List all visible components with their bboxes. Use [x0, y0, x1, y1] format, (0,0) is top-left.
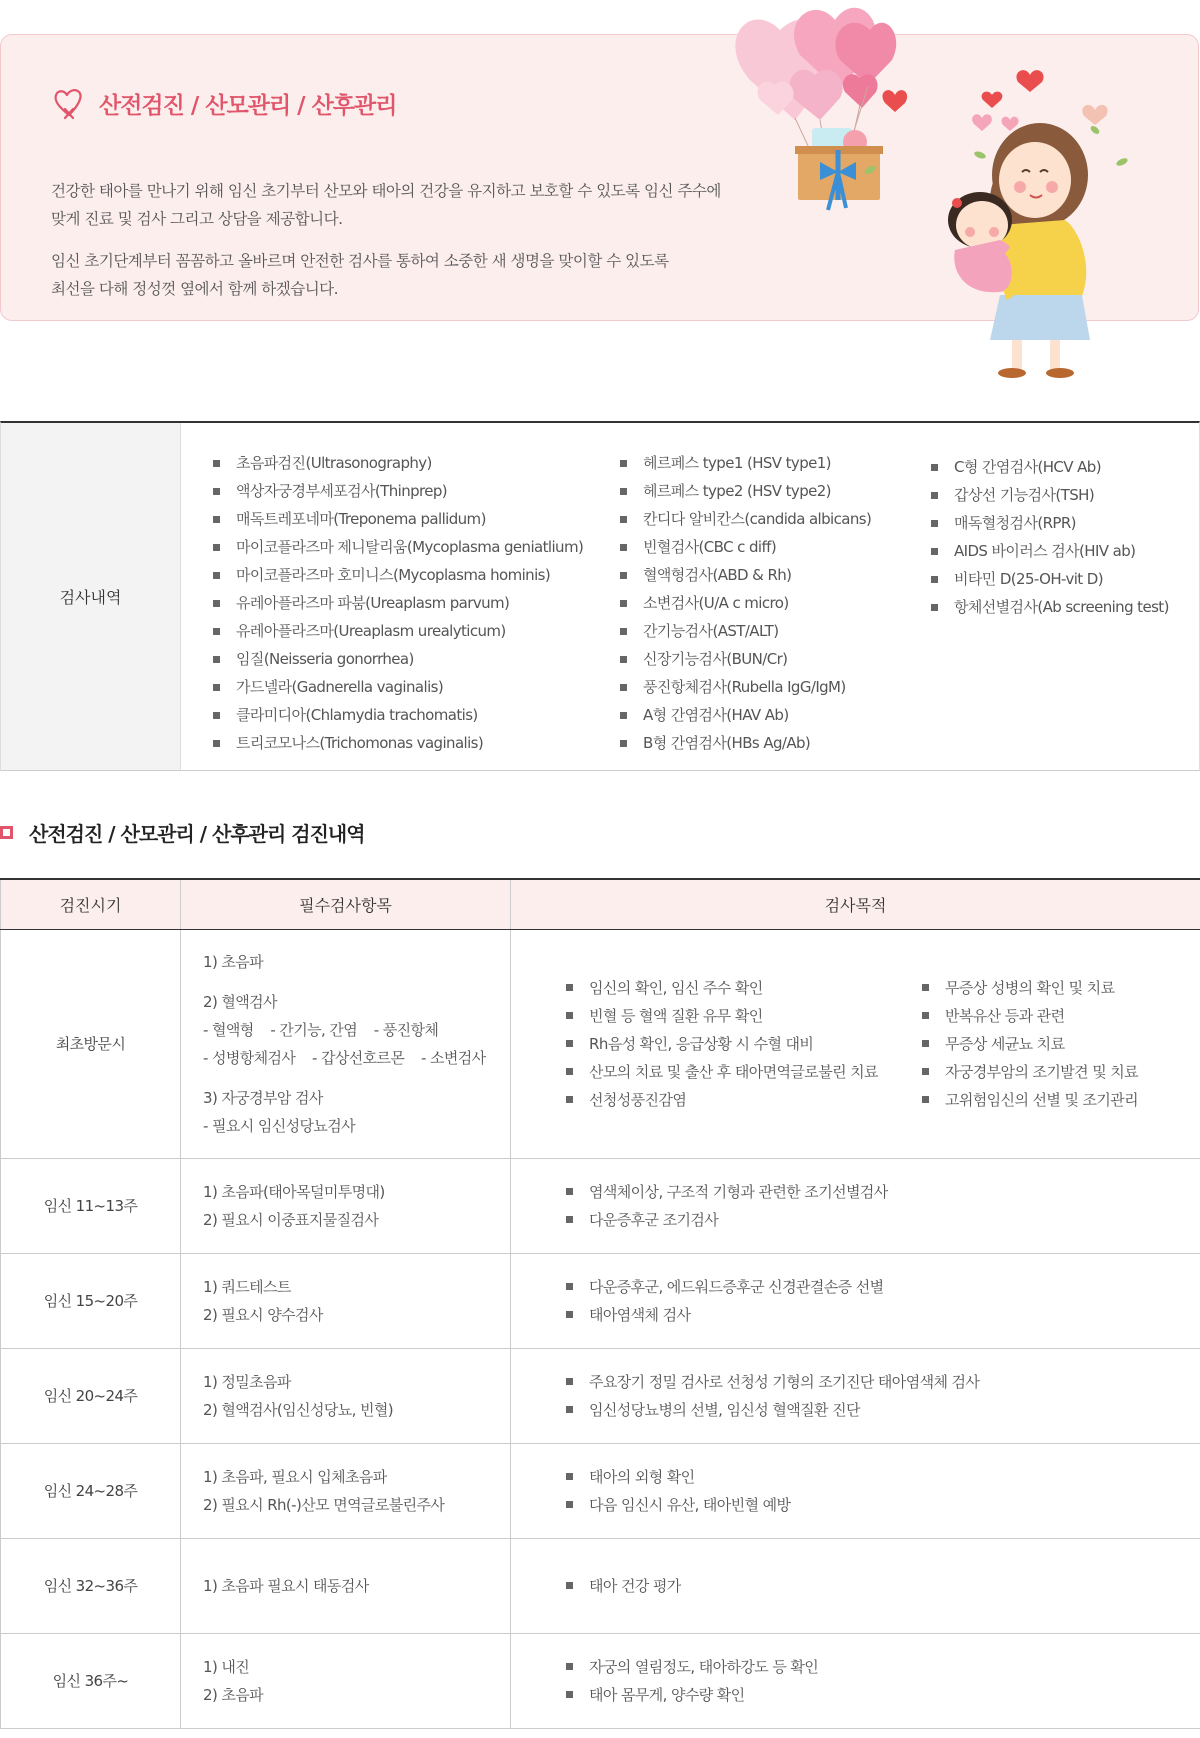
bullet-square-icon	[620, 600, 627, 607]
bullet-square-icon	[566, 1473, 573, 1480]
list-item: 임신의 확인, 임신 주수 확인	[566, 974, 922, 1002]
bullet-square-icon	[922, 1096, 929, 1103]
items-cell: 1) 정밀초음파 2) 혈액검사(임신성당뇨, 빈혈)	[181, 1348, 511, 1443]
bullet-square-icon	[931, 548, 938, 555]
list-item: 유레아플라즈마(Ureaplasm urealyticum)	[213, 617, 583, 645]
period-cell: 임신 20~24주	[1, 1348, 181, 1443]
list-item: 임신성당뇨병의 선별, 임신성 혈액질환 진단	[566, 1396, 1200, 1424]
intro-paragraph-2-line-2: 최선을 다해 정성껏 옆에서 함께 하겠습니다.	[51, 280, 339, 298]
bullet-square-icon	[922, 984, 929, 991]
list-item: 가드넬라(Gadnerella vaginalis)	[213, 673, 583, 701]
bullet-square-icon	[566, 1012, 573, 1019]
purpose-cell	[511, 929, 1200, 1158]
list-item: 칸디다 알비칸스(candida albicans)	[620, 505, 871, 533]
section-heading	[0, 818, 365, 847]
bullet-square-icon	[566, 1501, 573, 1508]
bullet-square-icon	[213, 712, 220, 719]
list-item: B형 간염검사(HBs Ag/Ab)	[620, 729, 871, 757]
bullet-square-icon	[922, 1012, 929, 1019]
bullet-square-icon	[566, 1283, 573, 1290]
list-item: 항체선별검사(Ab screening test)	[931, 593, 1169, 621]
table-row	[1, 1633, 1200, 1728]
list-item: 클라미디아(Chlamydia trachomatis)	[213, 701, 583, 729]
list-item: 비타민 D(25-OH-vit D)	[931, 565, 1169, 593]
bullet-square-icon	[213, 460, 220, 467]
bullet-square-icon	[620, 740, 627, 747]
bullet-square-icon	[566, 1378, 573, 1385]
list-item: 태아염색체 검사	[566, 1301, 1200, 1329]
list-item: 임질(Neisseria gonorrhea)	[213, 645, 583, 673]
bullet-square-icon	[213, 544, 220, 551]
bullet-square-icon	[566, 1311, 573, 1318]
list-item: 초음파검진(Ultrasonography)	[213, 449, 583, 477]
list-item: 트리코모나스(Trichomonas vaginalis)	[213, 729, 583, 757]
purpose-cell	[511, 1443, 1200, 1538]
list-item: 주요장기 정밀 검사로 선청성 기형의 조기진단 태아염색체 검사	[566, 1368, 1200, 1396]
purpose-cell	[511, 1538, 1200, 1633]
bullet-square-icon	[620, 656, 627, 663]
purpose-cell	[511, 1633, 1200, 1728]
list-item: 간기능검사(AST/ALT)	[620, 617, 871, 645]
list-item: A형 간염검사(HAV Ab)	[620, 701, 871, 729]
bullet-square-icon	[620, 684, 627, 691]
list-item: 매독혈청검사(RPR)	[931, 509, 1169, 537]
items-cell: 1) 내진 2) 초음파	[181, 1633, 511, 1728]
bullet-square-icon	[931, 576, 938, 583]
period-cell: 임신 24~28주	[1, 1443, 181, 1538]
table-row	[1, 1538, 1200, 1633]
table-row	[1, 929, 1200, 1158]
bullet-square-icon	[620, 460, 627, 467]
test-list-column-1	[213, 449, 583, 757]
bullet-square-icon	[213, 600, 220, 607]
purpose-cell	[511, 1348, 1200, 1443]
list-item: 고위험임신의 선별 및 조기관리	[922, 1086, 1138, 1114]
period-cell: 임신 36주~	[1, 1633, 181, 1728]
bullet-square-icon	[566, 1188, 573, 1195]
purpose-cell	[511, 1253, 1200, 1348]
list-item: 무증상 성병의 확인 및 치료	[922, 974, 1138, 1002]
list-item: 유레아플라즈마 파붐(Ureaplasm parvum)	[213, 589, 583, 617]
header-purpose: 검사목적	[511, 879, 1200, 929]
mother-baby-illustration	[720, 0, 1200, 385]
square-bullet-icon	[0, 826, 13, 839]
list-item: 태아의 외형 확인	[566, 1463, 1200, 1491]
items-cell: 1) 초음파, 필요시 입체초음파 2) 필요시 Rh(-)산모 면역글로불린주사	[181, 1443, 511, 1538]
list-item: 다운증후군, 에드워드증후군 신경관결손증 선별	[566, 1273, 1200, 1301]
items-cell: 1) 초음파 필요시 태동검사	[181, 1538, 511, 1633]
items-cell: 1) 초음파(태아목덜미투명대) 2) 필요시 이중표지물질검사	[181, 1158, 511, 1253]
list-item: 자궁의 열림정도, 태아하강도 등 확인	[566, 1653, 1200, 1681]
bullet-square-icon	[566, 1040, 573, 1047]
table-row	[1, 1348, 1200, 1443]
bullet-square-icon	[620, 516, 627, 523]
purpose-cell	[511, 1158, 1200, 1253]
heart-balloons	[735, 8, 896, 120]
table-row	[1, 1443, 1200, 1538]
bullet-square-icon	[213, 684, 220, 691]
table-header-row	[1, 879, 1200, 929]
test-list-table	[0, 421, 1200, 771]
list-item: 다음 임신시 유산, 태아빈혈 예방	[566, 1491, 1200, 1519]
list-item: AIDS 바이러스 검사(HIV ab)	[931, 537, 1169, 565]
bullet-square-icon	[922, 1068, 929, 1075]
items-cell: 1) 초음파 2) 혈액검사 - 혈액형 - 간기능, 간염 - 풍진항체 - 성병항체검사 - 갑상선호르몬 - 소변검사 3) 자궁경부암 검사 - 필요시 임신성당뇨검사	[181, 929, 511, 1158]
bullet-square-icon	[566, 1663, 573, 1670]
list-item: 염색체이상, 구조적 기형과 관련한 조기선별검사	[566, 1178, 1200, 1206]
list-item: 풍진항체검사(Rubella IgG/IgM)	[620, 673, 871, 701]
bullet-square-icon	[922, 1040, 929, 1047]
list-item: 태아 몸무게, 양수량 확인	[566, 1681, 1200, 1709]
bullet-square-icon	[566, 1582, 573, 1589]
heart-icon	[51, 85, 87, 121]
list-item: C형 간염검사(HCV Ab)	[931, 453, 1169, 481]
list-item: 무증상 세균뇨 치료	[922, 1030, 1138, 1058]
list-item: Rh음성 확인, 응급상황 시 수혈 대비	[566, 1030, 922, 1058]
items-cell: 1) 쿼드테스트 2) 필요시 양수검사	[181, 1253, 511, 1348]
purpose-list-left	[566, 974, 922, 1114]
bullet-square-icon	[620, 488, 627, 495]
bullet-square-icon	[620, 572, 627, 579]
list-item: 태아 건강 평가	[566, 1572, 1200, 1600]
bullet-square-icon	[931, 464, 938, 471]
list-item: 마이코플라즈마 제니탈리움(Mycoplasma geniatlium)	[213, 533, 583, 561]
bullet-square-icon	[566, 1096, 573, 1103]
section-title: 산전검진 / 산모관리 / 산후관리 검진내역	[29, 822, 365, 846]
intro-paragraph-2-line-1: 임신 초기단계부터 꼼꼼하고 올바르며 안전한 검사를 통하여 소중한 새 생명을 맞이할 수 있도록	[51, 252, 669, 270]
table-row	[1, 1253, 1200, 1348]
bullet-square-icon	[620, 544, 627, 551]
bullet-square-icon	[213, 488, 220, 495]
intro-paragraph-1-line-1: 건강한 태아를 만나기 위해 임신 초기부터 산모와 태아의 건강을 유지하고 보호할 수 있도록 임신 주수에	[51, 182, 721, 200]
bullet-square-icon	[566, 1068, 573, 1075]
bullet-square-icon	[213, 572, 220, 579]
list-item: 갑상선 기능검사(TSH)	[931, 481, 1169, 509]
bullet-square-icon	[566, 1691, 573, 1698]
list-item: 반복유산 등과 관련	[922, 1002, 1138, 1030]
bullet-square-icon	[931, 492, 938, 499]
intro-paragraph-1	[51, 177, 731, 233]
header-period: 검진시기	[1, 879, 181, 929]
bullet-square-icon	[931, 520, 938, 527]
bullet-square-icon	[566, 984, 573, 991]
bullet-square-icon	[566, 1216, 573, 1223]
list-item: 헤르페스 type2 (HSV type2)	[620, 477, 871, 505]
list-item: 선청성풍진감염	[566, 1086, 922, 1114]
list-item: 소변검사(U/A c micro)	[620, 589, 871, 617]
test-list-column-2	[620, 449, 871, 757]
intro-paragraph-1-line-2: 맞게 진료 및 검사 그리고 상담을 제공합니다.	[51, 210, 343, 228]
intro-title: 산전검진 / 산모관리 / 산후관리	[99, 92, 397, 119]
test-list-column-3	[931, 453, 1169, 621]
table-row	[1, 1158, 1200, 1253]
list-item: 헤르페스 type1 (HSV type1)	[620, 449, 871, 477]
period-cell: 임신 32~36주	[1, 1538, 181, 1633]
period-cell: 임신 11~13주	[1, 1158, 181, 1253]
bullet-square-icon	[213, 628, 220, 635]
bullet-square-icon	[213, 740, 220, 747]
header-items: 필수검사항목	[181, 879, 511, 929]
purpose-list-right	[922, 974, 1138, 1114]
schedule-table	[0, 878, 1200, 1729]
period-cell: 임신 15~20주	[1, 1253, 181, 1348]
period-cell: 최초방문시	[1, 929, 181, 1158]
bullet-square-icon	[620, 712, 627, 719]
list-item: 혈액형검사(ABD & Rh)	[620, 561, 871, 589]
list-item: 자궁경부암의 조기발견 및 치료	[922, 1058, 1138, 1086]
list-item: 빈혈검사(CBC c diff)	[620, 533, 871, 561]
list-item: 산모의 치료 및 출산 후 태아면역글로불린 치료	[566, 1058, 922, 1086]
bullet-square-icon	[213, 516, 220, 523]
list-item: 다운증후군 조기검사	[566, 1206, 1200, 1234]
test-list-header: 검사내역	[1, 423, 181, 770]
list-item: 마이코플라즈마 호미니스(Mycoplasma hominis)	[213, 561, 583, 589]
list-item: 신장기능검사(BUN/Cr)	[620, 645, 871, 673]
bullet-square-icon	[620, 628, 627, 635]
list-item: 빈혈 등 혈액 질환 유무 확인	[566, 1002, 922, 1030]
bullet-square-icon	[931, 604, 938, 611]
intro-paragraph-2	[51, 247, 731, 303]
bullet-square-icon	[566, 1406, 573, 1413]
list-item: 액상자궁경부세포검사(Thinprep)	[213, 477, 583, 505]
bullet-square-icon	[213, 656, 220, 663]
intro-title-row	[51, 85, 396, 121]
list-item: 매독트레포네마(Treponema pallidum)	[213, 505, 583, 533]
